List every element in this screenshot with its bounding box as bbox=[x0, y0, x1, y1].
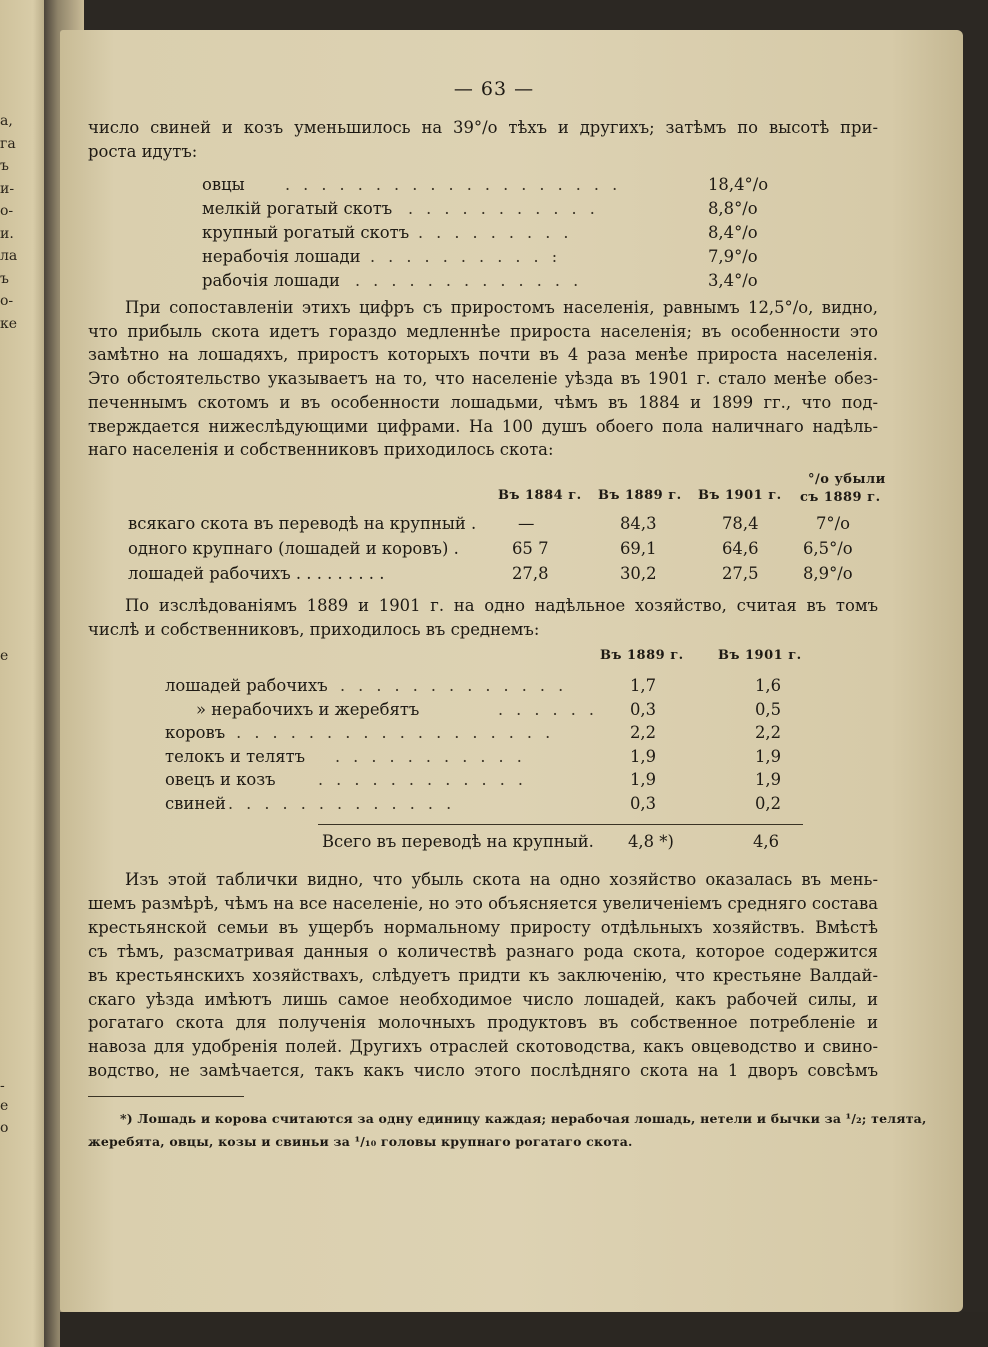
total-value-1889: 4,8 *) bbox=[628, 832, 674, 851]
cell-1901: 27,5 bbox=[722, 564, 759, 583]
margin-fragment: о- bbox=[0, 293, 14, 309]
leader-dots: . . . . . . . . . . . bbox=[408, 199, 599, 218]
margin-fragment: га bbox=[0, 135, 16, 152]
leader-dots: . . . . . . . . . . . . . bbox=[340, 676, 568, 695]
cell-1889: 2,2 bbox=[630, 723, 657, 743]
table-total-rule bbox=[318, 824, 803, 825]
margin-fragment: о- bbox=[0, 203, 14, 219]
leader-dots: . . . . . . . . . . . . . bbox=[228, 794, 456, 813]
paragraph-line: Изъ этой таблички видно, что убыль скота на одно хозяйство оказалась въ мень- bbox=[125, 870, 878, 889]
growth-value: 7,9°/o bbox=[708, 247, 758, 266]
total-value-1901: 4,6 bbox=[753, 832, 780, 851]
intro-line: число свиней и козъ уменьшилось на 39°/o тѣхъ и другихъ; затѣмъ по высотѣ при- bbox=[88, 118, 878, 137]
row-label: лошадей рабочихъ bbox=[165, 676, 328, 695]
cell-1889: 30,2 bbox=[620, 564, 657, 583]
row-label: свиней bbox=[165, 794, 226, 813]
footnote-line: *) Лошадь и корова считаются за одну единицу каждая; нерабочая лошадь, нетели и бычки за ¹/₂; телята, bbox=[120, 1111, 927, 1126]
row-label: всякаго скота въ переводѣ на крупный . bbox=[128, 514, 477, 533]
margin-fragment: а, bbox=[0, 113, 13, 129]
leader-dots: . . . . . . . . . . . . . . . . . . . bbox=[285, 175, 622, 194]
col-header-1889: Въ 1889 г. bbox=[598, 488, 682, 503]
cell-1901: 2,2 bbox=[755, 723, 782, 743]
row-label: телокъ и телятъ bbox=[165, 746, 306, 766]
leader-dots: . . . . . . . . . . . bbox=[335, 746, 526, 766]
cell-1901: 1,9 bbox=[755, 770, 782, 790]
margin-fragment: и- bbox=[0, 180, 15, 197]
cell-1889: 1,9 bbox=[630, 746, 657, 766]
margin-fragment: - bbox=[0, 1078, 5, 1094]
row-label: одного крупнаго (лошадей и коровъ) . bbox=[128, 539, 459, 558]
growth-value: 8,4°/o bbox=[708, 223, 758, 242]
left-margin-fragments bbox=[0, 110, 20, 335]
paragraph-line: въ крестьянскихъ хозяйствахъ, слѣдуетъ придти къ заключенію, что крестьяне Валдай- bbox=[88, 965, 878, 985]
paragraph-line: шемъ размѣрѣ, чѣмъ на все населеніе, но это объясняется увеличеніемъ средняго состава bbox=[88, 893, 878, 913]
paragraph-line: замѣтно на лошадяхъ, приростъ которыхъ почти въ 4 раза менѣе прироста населенія. bbox=[88, 345, 878, 365]
cell-1901: 78,4 bbox=[722, 514, 759, 533]
paragraph-line: водство, не замѣчается, такъ какъ число этого послѣдняго скота на 1 дворъ совсѣмъ bbox=[88, 1061, 878, 1081]
col-header-loss: °/o убыли bbox=[808, 472, 886, 487]
leader-dots: . . . . . . . . . . : bbox=[370, 247, 562, 266]
paragraph-line: навоза для удобренія полей. Другихъ отраслей скотоводства, какъ овцеводство и свино- bbox=[88, 1037, 878, 1057]
leader-dots: . . . . . . . . . . . . bbox=[318, 770, 527, 790]
margin-fragment: ла bbox=[0, 248, 18, 264]
cell-1884: 65 7 bbox=[512, 539, 549, 558]
cell-1889: 1,9 bbox=[630, 770, 657, 790]
cell-loss: 7°/o bbox=[816, 514, 851, 533]
growth-value: 18,4°/o bbox=[708, 175, 769, 194]
margin-fragment: ъ bbox=[0, 270, 9, 287]
page-shadow bbox=[60, 1312, 988, 1347]
growth-label: рабочія лошади bbox=[202, 271, 340, 290]
col-header-1901: Въ 1901 г. bbox=[698, 488, 782, 503]
paragraph-line: тверждается нижеслѣдующими цифрами. На 100 душъ обоего пола наличнаго надѣль- bbox=[88, 416, 878, 436]
cell-1889: 1,7 bbox=[630, 676, 657, 695]
total-label: Всего въ переводѣ на крупный. bbox=[322, 832, 594, 851]
leader-dots: . . . . . . . . . . . . . . . . . . . bbox=[218, 723, 555, 743]
margin-fragment: ке bbox=[0, 315, 18, 332]
margin-fragment: о bbox=[0, 1120, 9, 1136]
cell-1889: 0,3 bbox=[630, 794, 657, 813]
cell-1901: 1,6 bbox=[755, 676, 782, 695]
leader-dots: . . . . . . . . . bbox=[418, 223, 573, 242]
leader-dots: . . . . . . . . . . . . . bbox=[355, 271, 583, 290]
cell-loss: 6,5°/o bbox=[803, 539, 853, 558]
margin-fragment: е bbox=[0, 1098, 9, 1114]
cell-1884: 27,8 bbox=[512, 564, 549, 583]
cell-1901: 0,5 bbox=[755, 699, 782, 719]
cell-1901: 0,2 bbox=[755, 794, 782, 813]
paragraph-line: скаго уѣзда имѣютъ лишь самое необходимое число лошадей, какъ рабочей силы, и bbox=[88, 989, 878, 1009]
cell-1889: 0,3 bbox=[630, 699, 657, 719]
growth-label: овцы bbox=[202, 175, 245, 194]
col-header-1889: Въ 1889 г. bbox=[600, 648, 684, 663]
cell-1901: 64,6 bbox=[722, 539, 759, 558]
margin-fragment: и. bbox=[0, 225, 14, 242]
row-label: » нерабочихъ и жеребятъ bbox=[196, 699, 420, 719]
cell-1889: 69,1 bbox=[620, 539, 657, 558]
cell-1884: — bbox=[518, 514, 535, 533]
row-label: лошадей рабочихъ . . . . . . . . . bbox=[128, 564, 385, 583]
paragraph-survey: По изслѣдованіямъ 1889 и 1901 г. на одно надѣльное хозяйство, считая въ томъ bbox=[125, 596, 878, 615]
paragraph-line: крестьянской семьи въ ущербъ нормальному приросту отдѣльныхъ хозяйствъ. Вмѣстѣ bbox=[88, 917, 878, 937]
leader-dots: . . . . . . bbox=[498, 699, 598, 719]
cell-loss: 8,9°/o bbox=[803, 564, 853, 583]
footnote-line: жеребята, овцы, козы и свиньи за ¹/₁₀ головы крупнаго рогатаго скота. bbox=[88, 1134, 633, 1149]
paragraph-line: рогатаго скота для полученія молочныхъ продуктовъ въ собственное потребленіе и bbox=[88, 1013, 878, 1033]
growth-label: мелкій рогатый скотъ bbox=[202, 199, 393, 218]
page-number: — 63 — bbox=[453, 78, 535, 100]
intro-line: роста идутъ: bbox=[88, 142, 198, 161]
paragraph-line: Это обстоятельство указываетъ на то, что населеніе уѣзда въ 1901 г. стало менѣе обез- bbox=[88, 369, 878, 389]
col-header-1884: Въ 1884 г. bbox=[498, 488, 582, 503]
row-label: коровъ bbox=[165, 723, 226, 743]
growth-value: 3,4°/o bbox=[708, 271, 758, 290]
row-label: овецъ и козъ bbox=[165, 770, 276, 790]
growth-label: нерабочія лошади bbox=[202, 247, 361, 266]
paragraph-line: При сопоставленіи этихъ цифръ съ приростомъ населенія, равнымъ 12,5°/o, видно, bbox=[125, 298, 878, 317]
col-header-loss-since: съ 1889 г. bbox=[800, 490, 881, 505]
growth-label: крупный рогатый скотъ bbox=[202, 223, 410, 242]
paragraph-line: наго населенія и собственниковъ приходилось скота: bbox=[88, 440, 554, 460]
paragraph-line: съ тѣмъ, разсматривая данныя о количествѣ разнаго рода скота, которое содержится bbox=[88, 941, 878, 961]
paragraph-line: что прибыль скота идетъ гораздо медленнѣе прироста населенія; въ особенности это bbox=[88, 321, 878, 341]
cell-1889: 84,3 bbox=[620, 514, 657, 533]
margin-fragment: ъ bbox=[0, 158, 9, 174]
footnote-rule bbox=[88, 1096, 244, 1097]
paragraph-survey: числѣ и собственниковъ, приходилось въ среднемъ: bbox=[88, 620, 540, 639]
growth-value: 8,8°/o bbox=[708, 199, 758, 218]
col-header-1901: Въ 1901 г. bbox=[718, 648, 802, 663]
margin-fragment: е bbox=[0, 648, 9, 664]
cell-1901: 1,9 bbox=[755, 746, 782, 766]
paragraph-line: печеннымъ скотомъ и въ особенности лошадьми, чѣмъ въ 1884 и 1899 гг., что под- bbox=[88, 392, 878, 412]
